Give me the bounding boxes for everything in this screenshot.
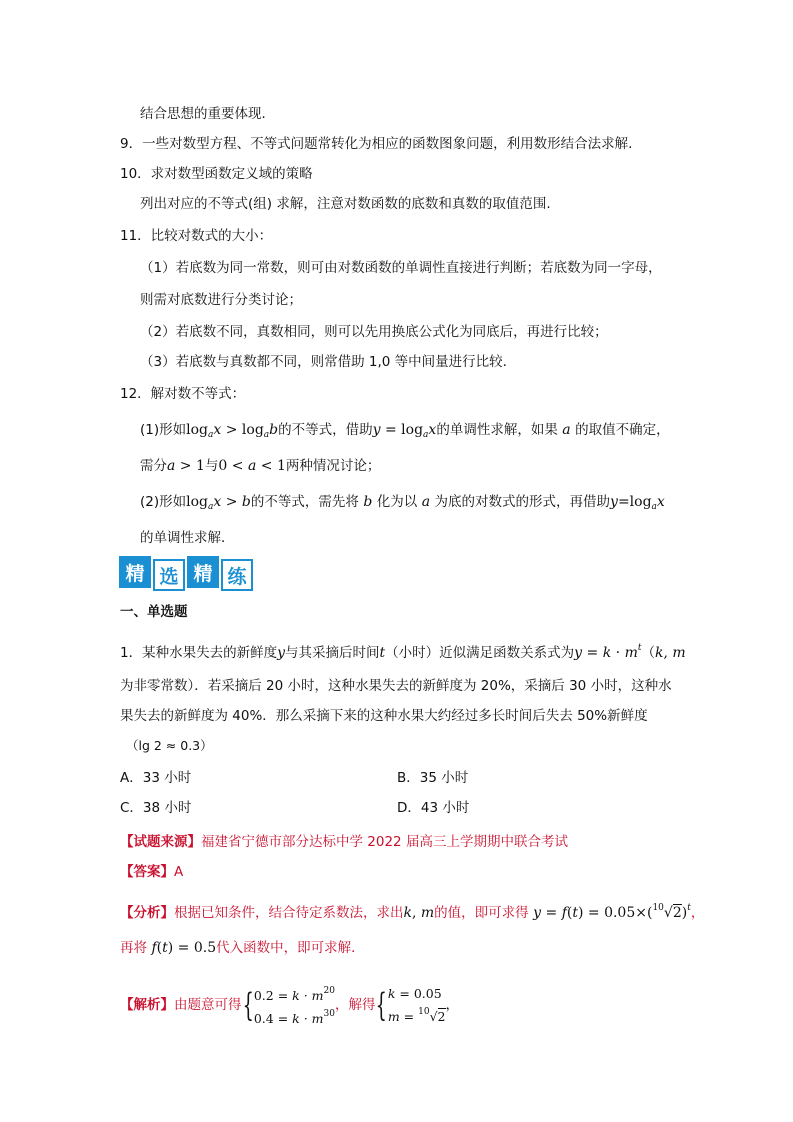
solution-line: 【解析】由题意可得{$0.2 = k \cdot m^{20}$ $0.4 = k \cdot m^{30}$，解得{k = 0.05 m = $^{10}$√2， <box>120 986 459 1026</box>
banner-char: 精 <box>187 556 219 588</box>
text-line: (1)形如$\log_ax > \log_ab$的不等式，借助$y = \log_ax$的单调性求解，如果 a 的取值不确定， <box>140 422 670 440</box>
text-line: 11．比较对数式的大小： <box>120 228 273 244</box>
analysis-line: 再将 f(t) = 0.5代入函数中，即可求解． <box>120 940 365 956</box>
section-heading: 一、单选题 <box>120 604 188 620</box>
question-text: 为非零常数）．若采摘后 20 小时，这种水果失去的新鲜度为 20%，采摘后 30 小时，这种水 <box>120 678 672 694</box>
text-line: 则需对底数进行分类讨论； <box>140 292 302 308</box>
banner-char: 练 <box>221 559 253 591</box>
question-text: 1．某种水果失去的新鲜度y与其采摘后时间t（小时）近似满足函数关系式为$y = k \cdot m^t(k$, m <box>120 643 686 661</box>
text-line: 需分a > 1与0 < a < 1两种情况讨论； <box>140 458 381 474</box>
option-c: C．38 小时 <box>120 800 192 816</box>
text-line: 列出对应的不等式(组) 求解，注意对数函数的底数和真数的取值范围. <box>140 196 551 212</box>
text-line: 9．一些对数型方程、不等式问题常转化为相应的函数图象问题，利用数形结合法求解. <box>120 136 633 152</box>
question-text: 果失去的新鲜度为 40%．那么采摘下来的这种水果大约经过多长时间后失去 50%新鲜度 <box>120 708 648 724</box>
banner-char: 选 <box>153 559 185 591</box>
option-a: A．33 小时 <box>120 770 192 786</box>
option-d: D．43 小时 <box>397 800 470 816</box>
text-line: （2）若底数不同，真数相同，则可以先用换底公式化为同底后，再进行比较； <box>140 324 608 340</box>
text-line: 10．求对数型函数定义域的策略 <box>120 166 313 182</box>
section-banner <box>119 556 253 590</box>
text-line: （1）若底数为同一常数，则可由对数函数的单调性直接进行判断；若底数为同一字母， <box>140 260 662 276</box>
text-line: 结合思想的重要体现． <box>140 106 275 122</box>
option-b: B．35 小时 <box>397 770 469 786</box>
text-line: 的单调性求解． <box>140 530 235 546</box>
banner-char: 精 <box>119 556 151 588</box>
source-line: 【试题来源】福建省宁德市部分达标中学 2022 届高三上学期期中联合考试 <box>120 834 568 850</box>
analysis-line: 【分析】根据已知条件，结合待定系数法，求出k, m的值，即可求得 $y = f(t) = 0.05\times(^{10}√2)^t$， <box>120 903 705 921</box>
text-line: （3）若底数与真数都不同，则常借助 1,0 等中间量进行比较． <box>140 354 517 370</box>
text-line: 12．解对数不等式： <box>120 386 246 402</box>
answer-line: 【答案】A <box>120 864 184 880</box>
text-line: (2)形如$\log_ax > b$的不等式，需先将 b 化为以 a 为底的对数式的形式，再借助$y=\log_ax$ <box>140 494 665 512</box>
question-text: （lg 2 ≈ 0.3） <box>126 738 213 753</box>
